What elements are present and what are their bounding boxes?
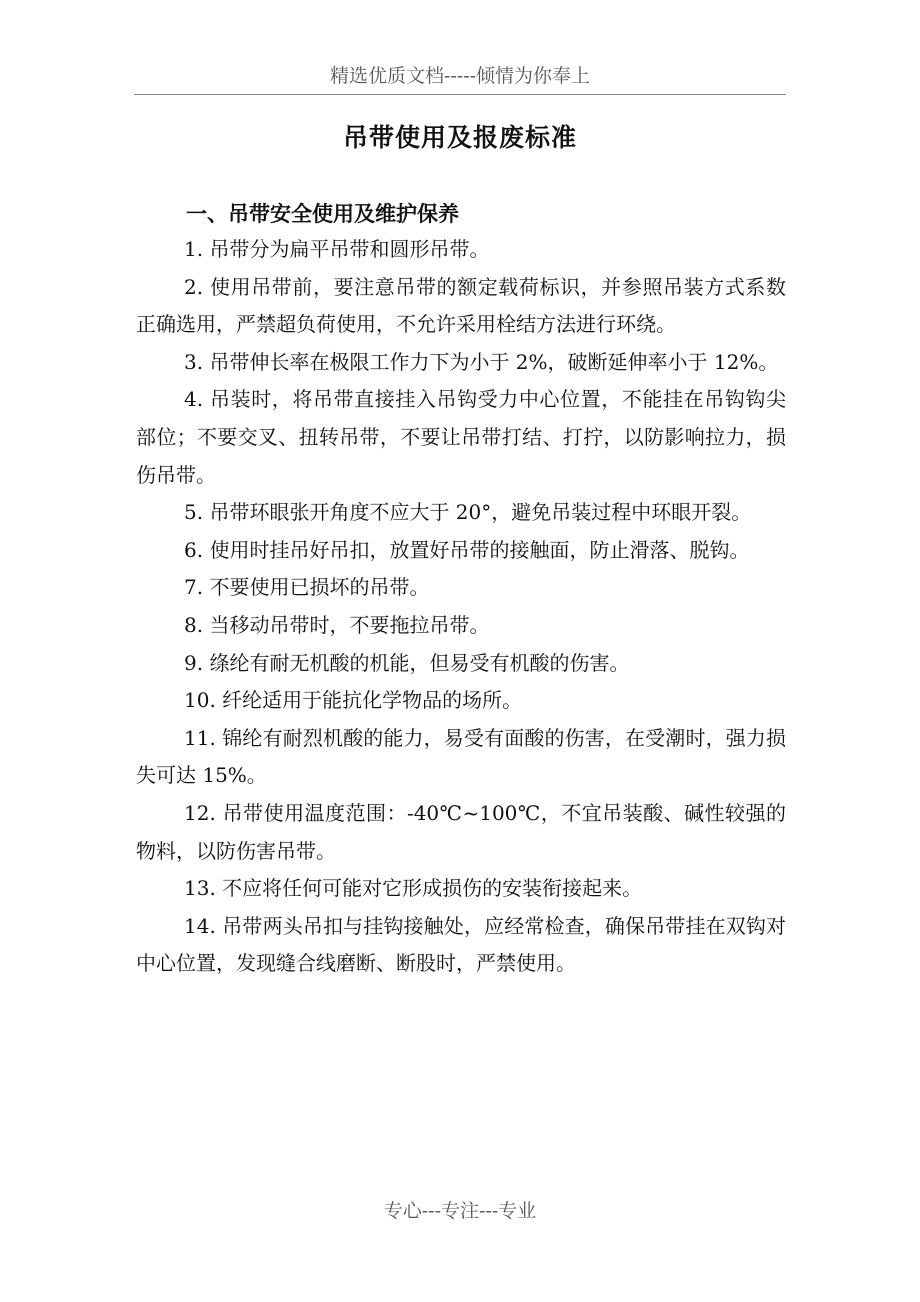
list-item: 2. 使用吊带前，要注意吊带的额定载荷标识，并参照吊装方式系数正确选用，严禁超负荷使用，不允许采用栓结方法进行环绕。	[136, 274, 786, 337]
list-item: 10. 纤纶适用于能抗化学物品的场所。	[184, 688, 523, 713]
list-item: 9. 绦纶有耐无机酸的机能，但易受有机酸的伤害。	[184, 650, 630, 675]
section-heading: 一、吊带安全使用及维护保养	[186, 202, 459, 226]
page-footer: 专心---专注---专业	[383, 1200, 537, 1222]
list-item: 6. 使用时挂吊好吊扣，放置好吊带的接触面，防止滑落、脱钩。	[184, 537, 750, 562]
body-text	[136, 231, 786, 983]
list-item: 7. 不要使用已损坏的吊带。	[184, 575, 430, 600]
list-item: 8. 当移动吊带时，不要拖拉吊带。	[184, 612, 490, 637]
list-item: 4. 吊装时，将吊带直接挂入吊钩受力中心位置，不能挂在吊钩钩尖部位；不要交叉、扭转吊带，不要让吊带打结、打拧，以防影响拉力，损伤吊带。	[136, 387, 786, 487]
list-item: 13. 不应将任何可能对它形成损伤的安装衔接起来。	[184, 876, 643, 901]
document-title: 吊带使用及报废标准	[342, 123, 577, 152]
list-item: 3. 吊带伸长率在极限工作力下为小于 2%，破断延伸率小于 12%。	[184, 349, 779, 374]
list-item: 12. 吊带使用温度范围：-40℃~100℃，不宜吊装酸、碱性较强的物料，以防伤害吊带。	[136, 800, 786, 863]
list-item: 1. 吊带分为扁平吊带和圆形吊带。	[184, 237, 490, 261]
list-item: 14. 吊带两头吊扣与挂钩接触处，应经常检查，确保吊带挂在双钩对中心位置，发现缝合线磨断、断股时，严禁使用。	[136, 913, 786, 976]
list-item: 11. 锦纶有耐烈机酸的能力，易受有面酸的伤害，在受潮时，强力损失可达 15%。	[136, 725, 786, 788]
page-header: 精选优质文档-----倾情为你奉上	[134, 64, 786, 95]
list-item: 5. 吊带环眼张开角度不应大于 20°，避免吊装过程中环眼开裂。	[184, 500, 752, 525]
